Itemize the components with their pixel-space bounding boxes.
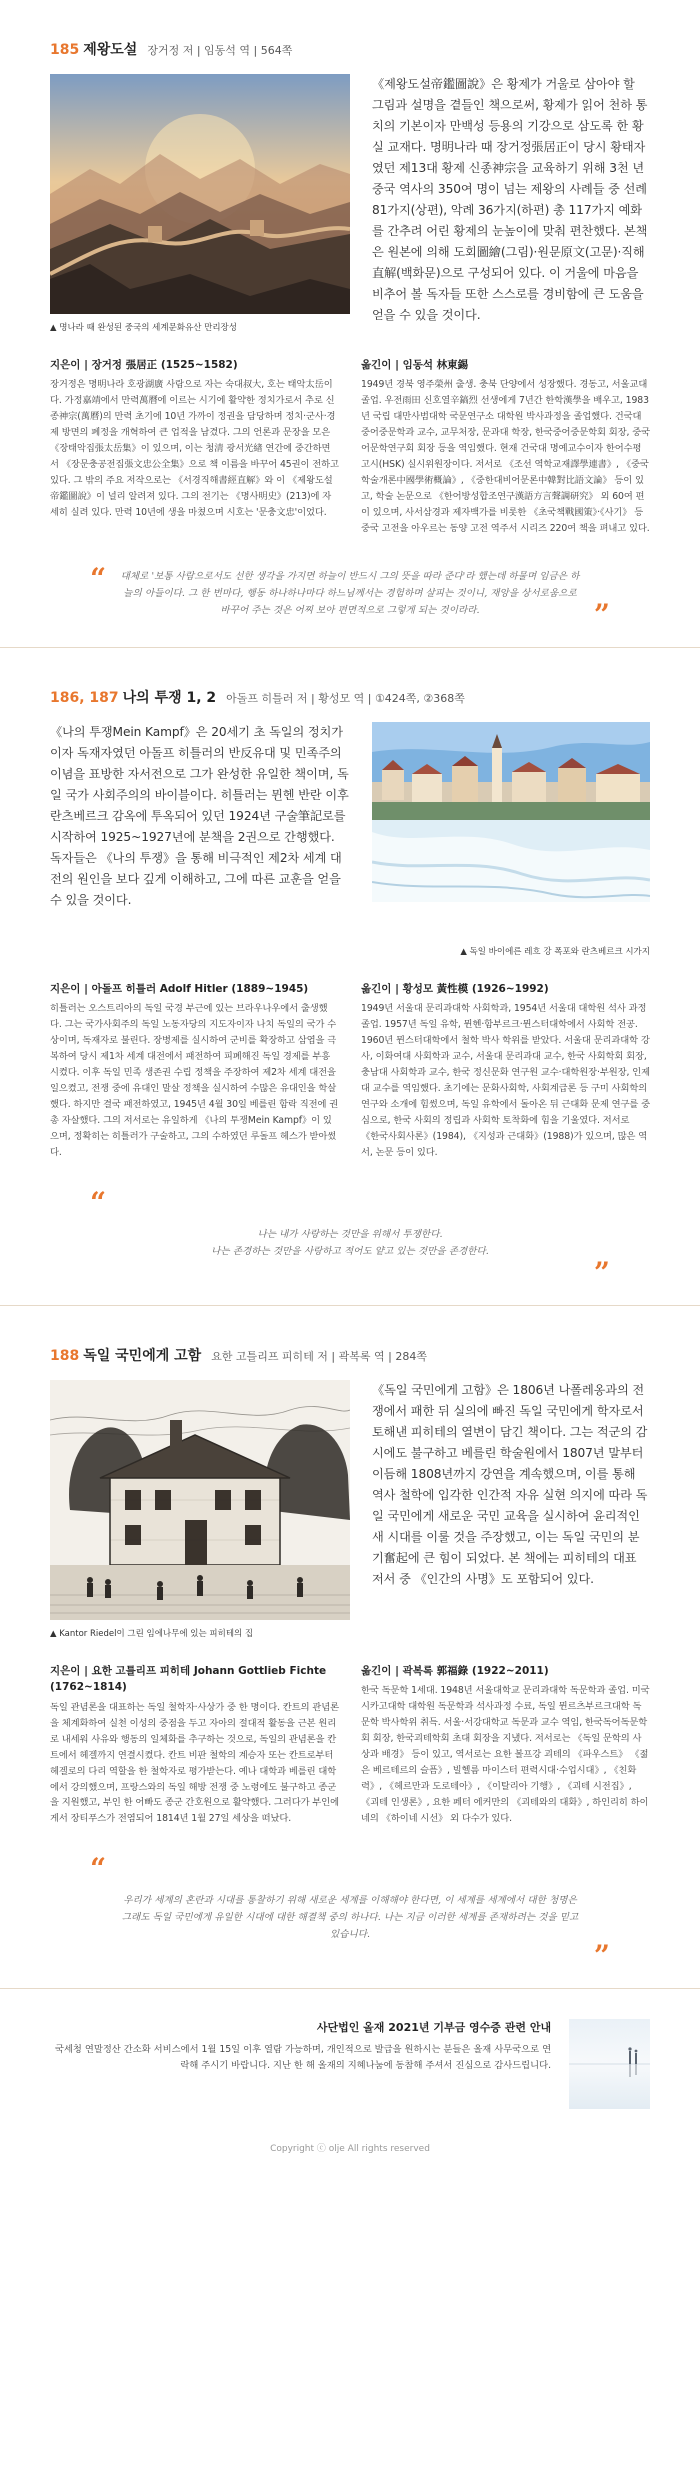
author-column — [50, 357, 339, 537]
translator-heading: 옮긴이 | 곽복록 郭福錄 (1922~2011) — [361, 1665, 549, 1678]
fichte-house-engraving — [50, 1380, 350, 1620]
translator-column — [361, 357, 650, 537]
open-quote-icon: “ — [90, 561, 107, 595]
book-description: 《독일 국민에게 고함》은 1806년 나폴레옹과의 전쟁에서 패한 뒤 실의에 빠진 독일 국민에게 학자로서 토해낸 피히테의 열변이 담긴 책이다. 그는 적군의 감시에도 불구하고 베를린 학술원에서 1807년 말부터 이듬해 1808년까지 강연을 계속했으며, 이를 통해 역사 철학에 입각한 인간적 자유 실현 의지에 따라 독일 국민에게 새로운 국민 교육을 실시하여 윤리적인 새 시대를 이룰 것을 주장했고, 이는 독일 국민의 분기奮起에 큰 힘이 되었다. 본 책에는 피히테의 대표 저서 중 《인간의 사명》도 포함되어 있다. — [372, 1382, 648, 1586]
book-meta: 아돌프 히틀러 저 | 황성모 역 | ①424쪽, ②368쪽 — [226, 692, 465, 706]
book-photo — [50, 74, 350, 335]
book-title-row — [50, 688, 650, 710]
notice-body: 국세청 연말정산 간소화 서비스에서 1월 15일 이후 열람 가능하며, 개인적으로 발급을 원하시는 분들은 올재 사무국으로 연락해 주시기 바랍니다. 지난 한 해 올재의 지혜나눔에 동참해 주셔서 진심으로 감사드립니다. — [54, 2044, 552, 2072]
book-title-row — [50, 40, 650, 62]
author-heading: 지은이 | 요한 고틀리프 피히테 Johann Gottlieb Fichte (1762~1814) — [50, 1665, 327, 1694]
book-number: 185 — [50, 42, 80, 58]
author-heading: 지은이 | 장거정 張居正 (1525~1582) — [50, 358, 238, 371]
book-description: 《제왕도설帝鑑圖說》은 황제가 거울로 삼아야 할 그림과 설명을 곁들인 책으로써, 황제가 읽어 천하 통치의 기본이자 만백성 등용의 기강으로 삼도록 한 황실 교재다. 명明나라 때 장거정張居正이 당시 황태자였던 제13대 황제 신종神宗을 교육하기 위해 3천 년 중국 역사의 350여 명이 넘는 제왕의 사례들 중 선례 81가지(상편), 악례 36가지(하편) 총 117가지 예화를 간추려 어린 황제의 눈높이에 맞춰 편찬했다. 본책은 원본에 의해 도회圖繪(그림)·원문原文(고문)·직해直解(백화문)으로 구성되어 있다. 이 거울에 마음을 비추어 볼 독자들 또한 스스로를 경비함에 큰 도움을 얻을 수 있을 것이다. — [372, 76, 648, 322]
book-title: 독일 국민에게 고함 — [83, 1348, 202, 1365]
book-quote — [90, 1852, 610, 1988]
book-number: 188 — [50, 1348, 80, 1365]
author-bio: 히틀러는 오스트리아의 독일 국경 부근에 있는 브라우나우에서 출생했다. 그는 국가사회주의 독일 노동자당의 지도자이자 나치 독일의 국가 수상이며, 독재자로 불린다. 장병제를 실시하여 군비를 확장하고 삼엽을 극복하여 당시 제1차 세계 대전에서 패전하여 피폐해진 독일 경제를 부흥시켰다. 이후 독일 민족 생존권 수립 정책을 주장하여 제2차 세계 대전을 일으켰고, 전쟁 중에 유대인 말살 정책을 실시하여 수많은 유대인을 학살했다. 하지만 결국 패전하였고, 1945년 4월 30일 베를린 함락 직전에 권총 자살했다. 그의 저서로는 유일하게 《나의 투쟁Mein Kampf》이 있으며, 정확히는 히틀러가 구술하고, 그의 수하였던 루돌프 헤스가 받아썼다. — [50, 1003, 339, 1159]
notice-title: 사단법인 올재 2021년 기부금 영수증 관련 안내 — [316, 2021, 552, 2035]
book-title: 제왕도설 — [83, 42, 138, 58]
close-quote-icon: ” — [593, 598, 610, 632]
photo-caption: ▲ 명나라 때 완성된 중국의 세계문화유산 만리장성 — [50, 322, 237, 333]
book-photo — [50, 1380, 350, 1641]
book-title-row — [50, 1346, 650, 1368]
quote-text: 대체로 '보통 사람으로서도 선한 생각을 가지면 하늘이 반드시 그의 뜻을 따라 준다'라 했는데 하물며 임금은 하늘의 아들이다. 그 한 번마다, 행동 하나하나마다 하느님께서는 경험하며 살피는 것이니, 재앙을 상서로움으로 바꾸어 주는 것은 어찌 보아 편면적으로 그렇게 되는 것이라라. — [120, 570, 580, 616]
open-quote-icon: “ — [90, 1186, 107, 1220]
donation-notice — [0, 1988, 700, 2129]
translator-heading: 옮긴이 | 임동석 林東錫 — [361, 358, 469, 371]
book-meta: 장거정 저 | 임동석 역 | 564쪽 — [147, 44, 293, 57]
open-quote-icon: “ — [90, 1852, 107, 1886]
author-heading: 지은이 | 아돌프 히틀러 Adolf Hitler (1889~1945) — [50, 983, 309, 996]
book-section-185 — [0, 0, 700, 647]
translator-column — [361, 1663, 650, 1827]
book-photo — [372, 722, 672, 959]
book-section-188 — [0, 1305, 700, 1988]
great-wall-photo — [50, 74, 350, 314]
lech-river-photo — [372, 722, 650, 902]
author-column — [50, 981, 339, 1161]
close-quote-icon: ” — [593, 1256, 610, 1290]
author-bio: 독일 관념론을 대표하는 독일 철학자·사상가 중 한 명이다. 칸트의 관념론을 체계화하여 실천 이성의 중점을 두고 자아의 절대적 활동을 근본 원리로 내세워 사유와 행동의 일체화를 추구하는 것으로, 독일의 관념론을 칸트에서 헤겔까지 연결시켰다. 칸트 비판 철학의 계승자 또는 칸트로부터 헤겔로의 다리 역할을 한 철학자로 평가받는다. 예나 대학과 베를린 대학에서 강의했으며, 프랑스와의 독일 해방 전쟁 중 노령에도 불구하고 종군을 지원했고, 부인 한 어빠도 종군 간호원으로 활약했다. 그러다가 부인에게서 장티푸스가 전염되어 1814년 1월 27일 세상을 떠났다. — [50, 1701, 339, 1825]
translator-column — [361, 981, 650, 1161]
salt-flat-photo — [569, 2019, 650, 2109]
book-quote — [90, 1186, 610, 1305]
translator-bio: 1949년 서울대 문리과대학 사회학과, 1954년 서울대 대학원 석사 과정 졸업. 1957년 독일 유학, 뮌헨·함부르크·뮌스터대학에서 사회학 전공. 1960년 뮌스터대학에서 철학 박사 학위를 받았다. 서울대 문리과대학 강사, 이화여대 사회학과 교수, 서울대 문리과대 교수, 한국 사회학회 회장, 충남대 사회학과 교수, 한국 정신문화 연구원 교수·대학원장·부원장, 인제대 교수를 역임했다. 초기에는 문화사회학, 사회계급론 등 구미 사회학의 연구와 소개에 힘썼으며, 독일 유학에서 돌아온 뒤 근대화 문제 연구를 중심으로, 한국 사회의 정립과 사회학 토착화에 힘을 기울였다. 저서로 《한국사회사론》(1984), 《지성과 근대화》(1988)가 있으며, 많은 역서, 논문 등이 있다. — [361, 1003, 650, 1159]
author-bio: 장거정은 명明나라 호광湖廣 사람으로 자는 숙대叔大, 호는 태악太岳이다. 가정嘉靖에서 만력萬曆에 이르는 시기에 활약한 정치가로서 추로 신종神宗(萬曆)의 만력 초기에 10년 가까이 정권을 담당하며 정치·군사·경제 방면의 폐정을 개혁하여 큰 업적을 남겼다. 그의 언론과 문장을 모은 《장태악집張太岳集》이 있으며, 이는 청淸 광서光緖 연간에 중간하면서 《장문충공전집張文忠公全集》으로 책 이름을 바꾸어 45권이 전하고 있다. 그 밖의 주요 저작으로는 《서경직해書經直解》와 이 《제왕도설帝鑑圖說》이 널리 알려져 있다. 그의 전기는 《명사明史》(213)에 자세히 실려 있다. 만력 10년에 생을 마쳤으며 시호는 '문충文忠'이었다. — [50, 379, 339, 518]
book-section-186-187 — [0, 647, 700, 1305]
photo-caption: ▲ Kantor Riedel이 그린 임에나무에 있는 피히테의 집 — [50, 1628, 254, 1639]
book-quote — [90, 561, 610, 647]
author-column — [50, 1663, 339, 1827]
close-quote-icon: ” — [593, 1939, 610, 1973]
quote-text: 우리가 세계의 혼란과 시대를 통찰하기 위해 새로운 세계를 이해해야 한다면, 이 세계를 세계에서 대한 청명은 그래도 독일 국민에게 유일한 시대에 대한 해결책 중의 하나다. 나는 지금 이러한 세계를 존재하려는 것을 믿고 있습니다. — [121, 1895, 579, 1940]
book-number: 186, 187 — [50, 690, 119, 707]
copyright: Copyright ⓒ olje All rights reserved — [270, 2144, 430, 2155]
book-description: 《나의 투쟁Mein Kampf》은 20세기 초 독일의 정치가이자 독재자였던 아돌프 히틀러의 반反유대 및 민족주의 이념을 표방한 자서전으로 그가 완성한 유일한 책이며, 독일 국가 사회주의의 바이블이다. 히틀러는 뮌헨 반란 이후 란츠베르크 감옥에 투옥되어 있던 1924년 구술筆記로를 시작하여 1925~1927년에 분책을 2권으로 간행했다. 독자들은 《나의 투쟁》을 통해 비극적인 제2차 세계 대전의 원인을 보다 깊게 이해하고, 그에 따른 교훈을 얻을 수 있을 것이다. — [50, 725, 349, 907]
book-title: 나의 투쟁 1, 2 — [122, 690, 217, 707]
book-meta: 요한 고틀리프 피히테 저 | 곽복록 역 | 284쪽 — [211, 1350, 427, 1364]
translator-bio: 1949년 경북 영주榮州 출생. 충북 단양에서 성장했다. 경동고, 서울교대 졸업. 우전雨田 신호열辛鎬烈 선생에게 7년간 한학漢學을 배우고, 1983년 국립 대만사범대학 국문연구소 대학원 박사과정을 졸업했다. 건국대 중어중문학과 교수, 교무처장, 문과대 학장, 한국중어중문학회 회장, 중국어문학연구회 회장 등을 역임했다. 현재 건국대 명예교수이자 한어수평고시(HSK) 실시위원장이다. 저서로 《조선 역학교재譯學連書》, 《중국학술개론中國學術概論》, 《중한대비어문론中韓對比語文論》 등이 있고, 학술 논문으로 《한어방성합조연구漢語方言聲調研究》 외 60여 편이 있으며, 사서삼경과 제자백가를 비롯한 《초국책戰國策》·《사기》 등 중국 고전을 아우르는 동양 고전 역주서 시리즈 220여 책을 펴내고 있다. — [361, 379, 650, 534]
translator-bio: 한국 독문학 1세대. 1948년 서울대학교 문리과대학 독문학과 졸업. 미국 시카고대학 대학원 독문학과 석사과정 수료, 독일 뮌르츠부르크대학 독문학 박사학위 취득. 서울·서강대학교 독문과 교수 역임, 한국독어독문학회 회장, 한국괴테학회 초대 회장을 지냈다. 저서로는 《독일 문학의 사상과 배경》 등이 있고, 역서로는 요한 볼프강 괴테의 《파우스트》 《젊은 베르테르의 슬픔》, 빌헬름 마이스터 편력시대·수업시대》, 《친화력》, 《헤르만과 도로테아》, 《이탈리아 기행》, 《괴테 시전집》, 《괴테 인생론》, 요한 페터 에커만의 《괴테와의 대화》, 하인리히 하이네의 《하이네 시선》 외 다수가 있다. — [361, 1685, 650, 1825]
quote-text: 나는 내가 사랑하는 것만을 위해서 투쟁한다. 나는 존경하는 것만을 사랑하고 적어도 얕고 있는 것만을 존경한다. — [211, 1228, 489, 1257]
photo-caption: ▲ 독일 바이에른 레흐 강 폭포와 란츠베르크 시가지 — [460, 947, 650, 957]
translator-heading: 옮긴이 | 황성모 黃性模 (1926~1992) — [361, 983, 549, 996]
